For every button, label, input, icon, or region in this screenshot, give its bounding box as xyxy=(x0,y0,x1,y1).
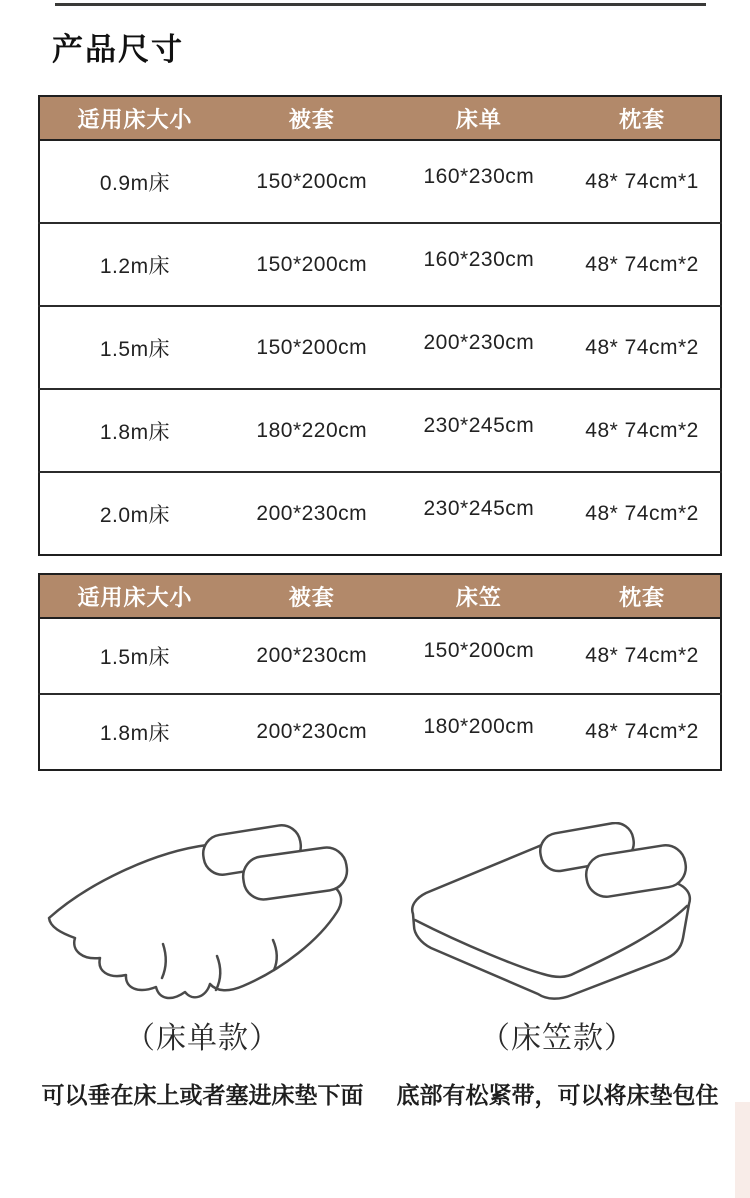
table-row xyxy=(39,618,721,694)
size-cell: 48* 74cm*2 xyxy=(585,720,699,743)
right-edge-strip xyxy=(735,1102,750,1198)
size-cell: 230*245cm xyxy=(423,496,535,520)
table-row xyxy=(39,306,721,389)
size-cell: 0.9m床 xyxy=(99,171,171,195)
column-header: 被套 xyxy=(230,96,394,140)
size-cell: 150*200cm xyxy=(256,335,368,359)
size-cell: 48* 74cm*2 xyxy=(585,644,699,667)
flat-sheet-bed-drawing-icon xyxy=(35,822,370,1007)
size-cell: 1.2m床 xyxy=(99,254,171,278)
table-row xyxy=(39,389,721,472)
sheet-style-caption: （床单款） xyxy=(125,1022,280,1055)
fitted-style-description: 底部有松紧带，可以将床垫包住 xyxy=(396,1082,719,1108)
column-header: 枕套 xyxy=(564,574,721,618)
sheet-style-figure xyxy=(30,822,375,1110)
size-cell: 1.5m床 xyxy=(99,646,171,669)
size-cell: 160*230cm xyxy=(423,164,535,188)
column-header: 被套 xyxy=(230,574,394,618)
size-cell: 1.5m床 xyxy=(99,337,171,361)
size-cell: 150*200cm xyxy=(256,252,368,276)
size-cell: 1.8m床 xyxy=(99,722,171,745)
fitted-style-figure xyxy=(385,822,730,1110)
column-header: 床笠 xyxy=(394,574,565,618)
size-cell: 180*220cm xyxy=(256,418,368,442)
size-cell: 48* 74cm*2 xyxy=(585,418,699,442)
table-header-row xyxy=(39,574,721,618)
table-row xyxy=(39,472,721,555)
column-header: 枕套 xyxy=(564,96,721,140)
size-cell: 48* 74cm*2 xyxy=(585,501,699,525)
size-cell: 200*230cm xyxy=(256,644,368,667)
sheet-style-description: 可以垂在床上或者塞进床垫下面 xyxy=(41,1082,364,1108)
size-cell: 150*200cm xyxy=(423,639,535,662)
size-cell: 230*245cm xyxy=(423,413,535,437)
page-title: 产品尺寸 xyxy=(52,32,184,67)
table-row xyxy=(39,140,721,223)
sheet-style-size-table xyxy=(38,95,722,556)
style-illustrations-section xyxy=(30,822,730,1110)
size-cell: 2.0m床 xyxy=(99,503,171,527)
size-cell: 48* 74cm*2 xyxy=(585,335,699,359)
fitted-style-caption: （床笠款） xyxy=(480,1022,635,1055)
column-header: 适用床大小 xyxy=(39,96,230,140)
size-cell: 200*230cm xyxy=(256,501,368,525)
size-cell: 180*200cm xyxy=(423,715,535,738)
table-row xyxy=(39,694,721,770)
size-cell: 200*230cm xyxy=(256,720,368,743)
size-cell: 150*200cm xyxy=(256,169,368,193)
size-cell: 200*230cm xyxy=(423,330,535,354)
top-divider-rule xyxy=(55,3,706,6)
size-cell: 48* 74cm*1 xyxy=(585,169,699,193)
table-header-row xyxy=(39,96,721,140)
fitted-style-size-table xyxy=(38,573,722,771)
size-cell: 48* 74cm*2 xyxy=(585,252,699,276)
table-row xyxy=(39,223,721,306)
column-header: 床单 xyxy=(394,96,565,140)
column-header: 适用床大小 xyxy=(39,574,230,618)
size-cell: 1.8m床 xyxy=(99,420,171,444)
size-cell: 160*230cm xyxy=(423,247,535,271)
fitted-sheet-mattress-drawing-icon xyxy=(390,822,725,1007)
